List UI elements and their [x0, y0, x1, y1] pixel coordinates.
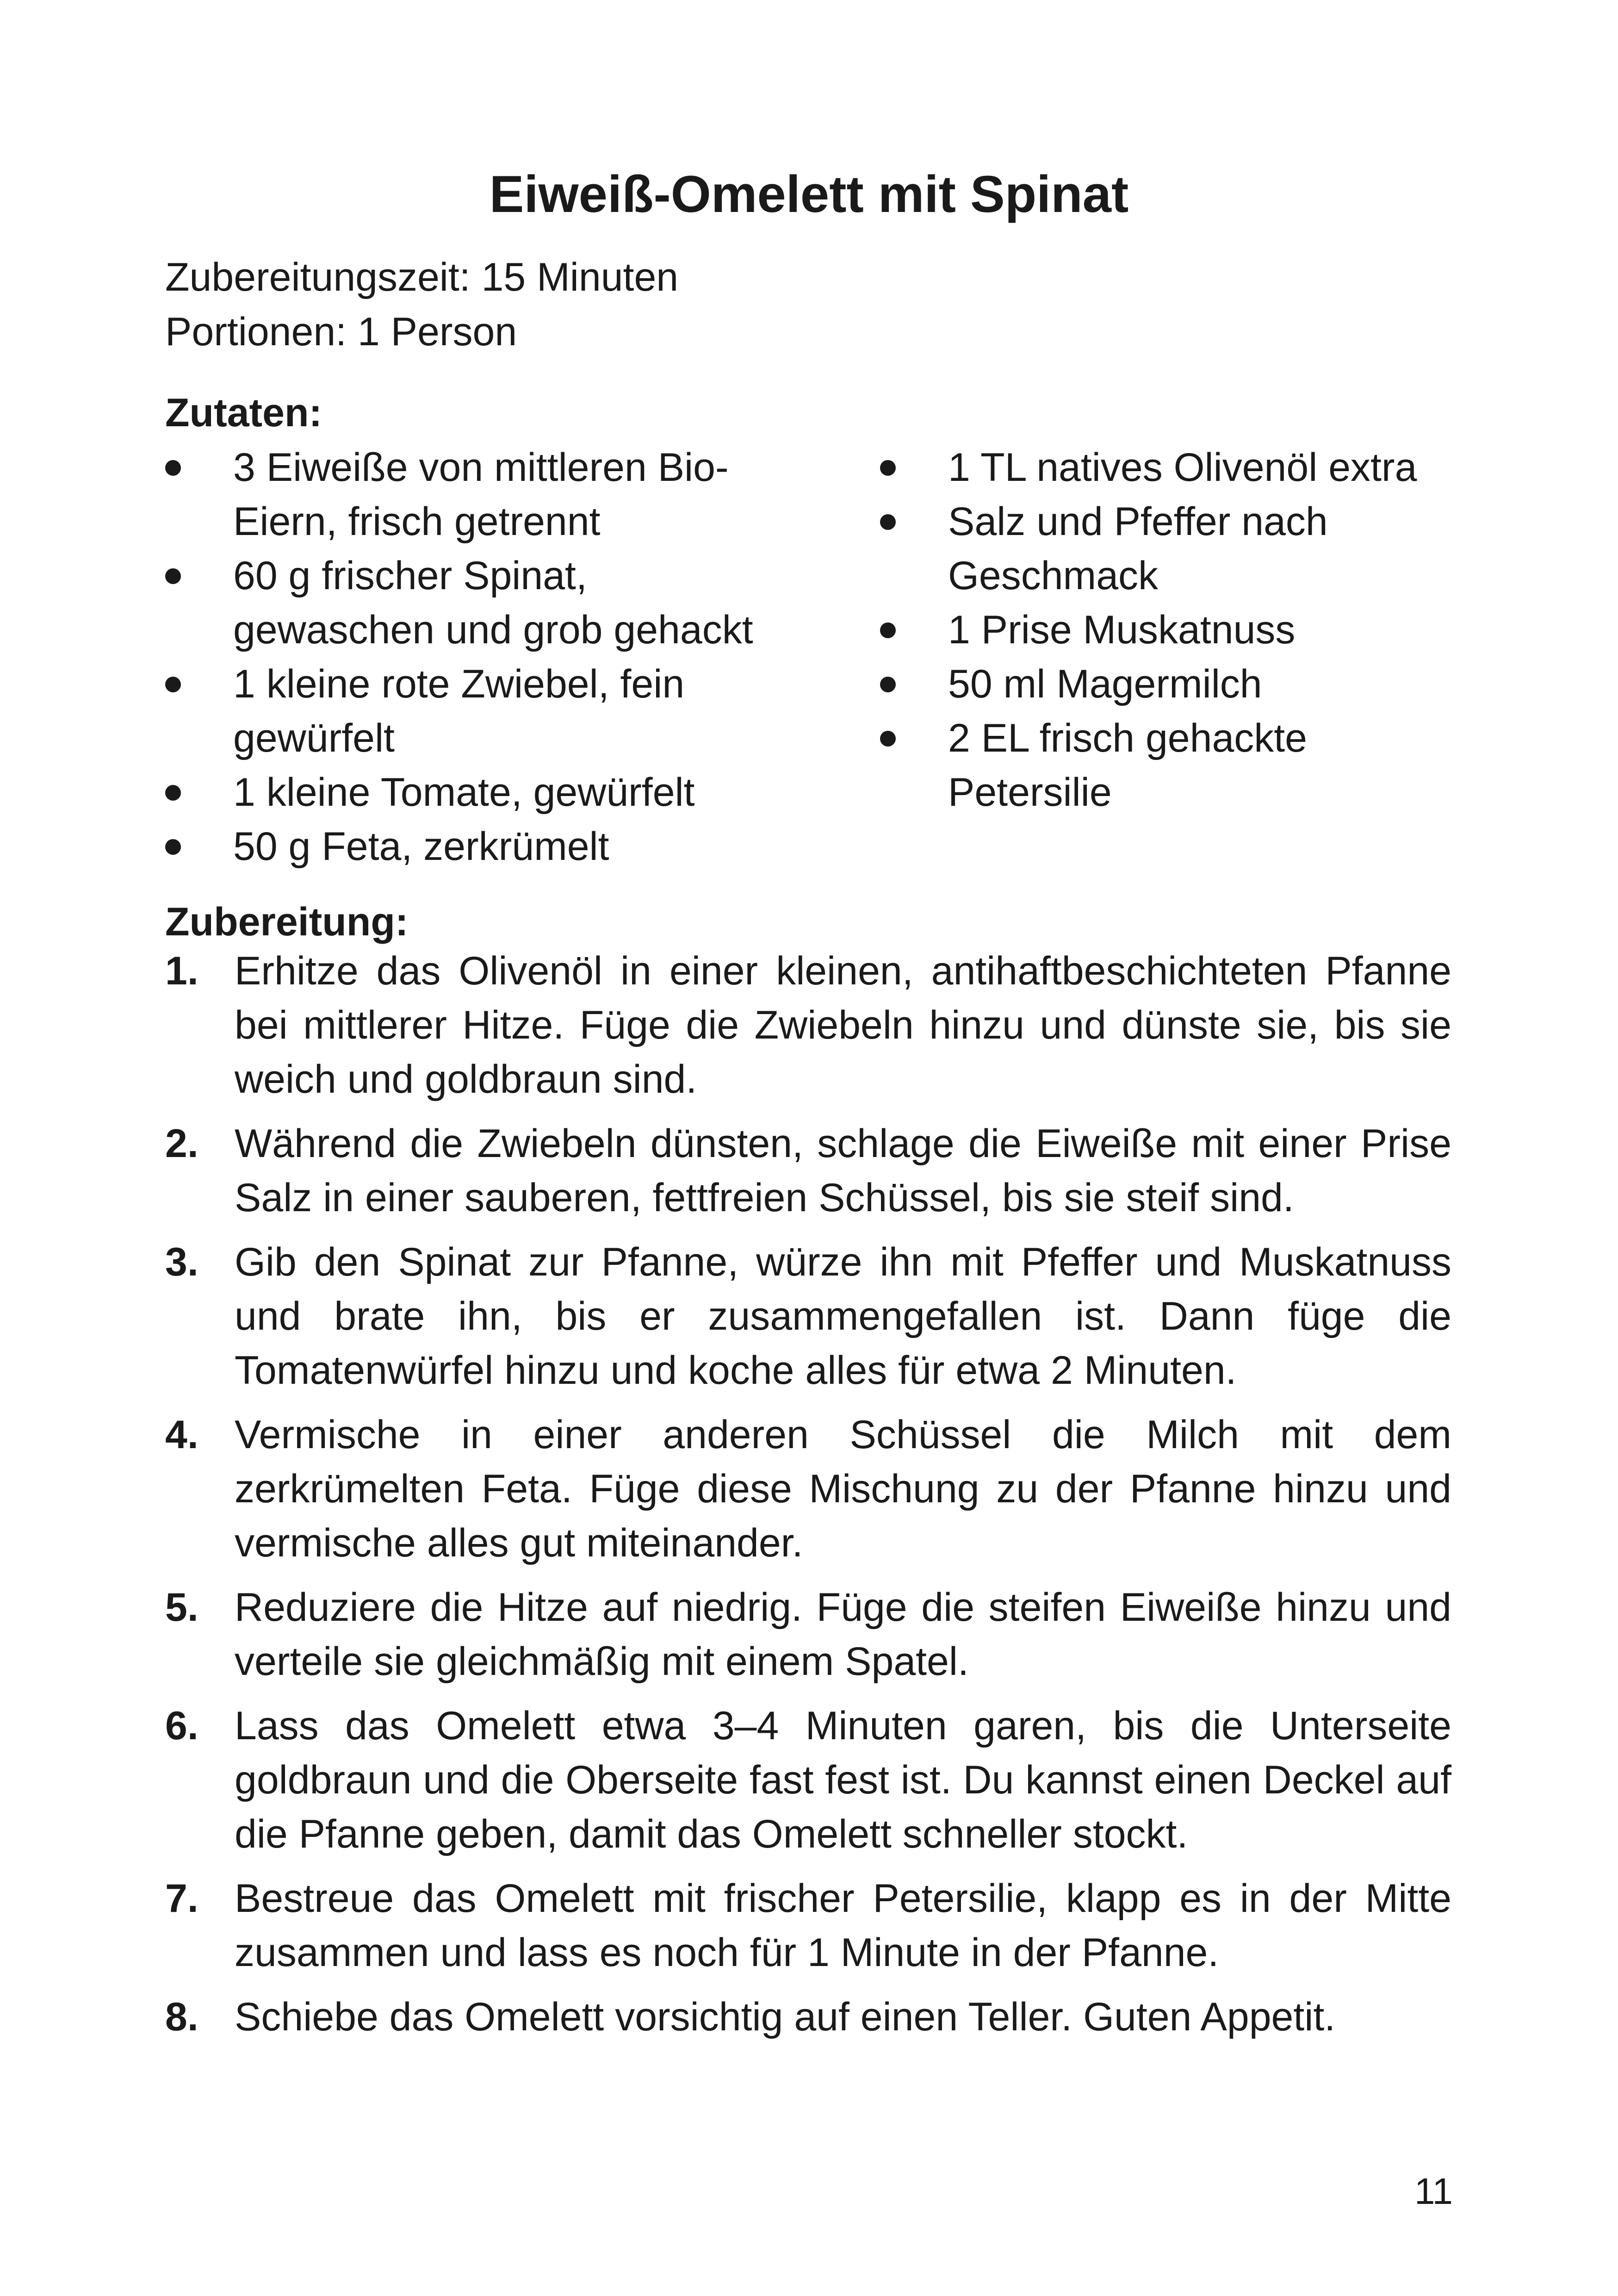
ingredients-column-right	[880, 441, 1482, 820]
bullet-icon	[165, 785, 181, 801]
recipe-meta	[165, 250, 678, 359]
ingredient-item: 1 kleine rote Zwiebel, fein gewürfelt	[165, 657, 767, 765]
step-item	[165, 1872, 1451, 1980]
step-number: 3.	[165, 1240, 198, 1284]
bullet-icon	[880, 622, 896, 638]
ingredient-item: 1 Prise Muskatnuss	[880, 603, 1482, 657]
ingredient-item: Salz und Pfeffer nach Geschmack	[880, 495, 1482, 603]
servings: Portionen: 1 Person	[165, 310, 517, 354]
step-item	[165, 1117, 1451, 1225]
step-text: Vermische in einer anderen Schüssel die Milch mit dem zerkrümelten Feta. Füge diese Mischung zu der Pfanne hinzu und vermische alles gut miteinander.	[235, 1412, 1451, 1565]
bullet-icon	[880, 514, 896, 530]
step-text: Reduziere die Hitze auf niedrig. Füge die steifen Eiweiße hinzu und verteile sie gleichmäßig mit einem Spatel.	[235, 1585, 1451, 1684]
preparation-steps	[165, 944, 1451, 2054]
step-item	[165, 1235, 1451, 1398]
ingredient-item: 50 ml Magermilch	[880, 657, 1482, 711]
ingredient-item: 1 TL natives Olivenöl extra	[880, 441, 1482, 495]
bullet-icon	[880, 677, 896, 692]
step-number: 7.	[165, 1876, 198, 1921]
step-text: Schiebe das Omelett vorsichtig auf einen Teller. Guten Appetit.	[235, 1995, 1336, 2039]
step-number: 1.	[165, 949, 198, 993]
recipe-title: Eiweiß-Omelett mit Spinat	[489, 165, 1129, 223]
step-item	[165, 1699, 1451, 1861]
step-number: 4.	[165, 1412, 198, 1457]
step-item	[165, 1990, 1451, 2044]
ingredients-column-left	[165, 441, 767, 874]
preparation-heading: Zubereitung:	[165, 900, 409, 944]
bullet-icon	[880, 460, 896, 476]
step-number: 6.	[165, 1704, 198, 1748]
step-number: 8.	[165, 1995, 198, 2039]
ingredient-item: 60 g frischer Spinat, gewaschen und grob gehackt	[165, 549, 767, 657]
step-text: Erhitze das Olivenöl in einer kleinen, antihaftbeschichteten Pfanne bei mittlerer Hitze. Füge die Zwiebeln hinzu und dünste sie, bis sie weich und goldbraun sind.	[235, 949, 1451, 1101]
step-text: Während die Zwiebeln dünsten, schlage die Eiweiße mit einer Prise Salz in einer sauberen, fettfreien Schüssel, bis sie steif sind.	[235, 1121, 1451, 1220]
bullet-icon	[880, 731, 896, 747]
bullet-icon	[165, 839, 181, 855]
step-item	[165, 1580, 1451, 1689]
bullet-icon	[165, 568, 181, 584]
page-number: 11	[1414, 2171, 1453, 2212]
ingredient-item: 1 kleine Tomate, gewürfelt	[165, 765, 767, 820]
ingredient-item: 50 g Feta, zerkrümelt	[165, 820, 767, 874]
ingredient-item: 2 EL frisch gehackte Petersilie	[880, 711, 1482, 820]
step-text: Bestreue das Omelett mit frischer Petersilie, klapp es in der Mitte zusammen und lass es noch für 1 Minute in der Pfanne.	[235, 1876, 1451, 1975]
step-text: Lass das Omelett etwa 3–4 Minuten garen, bis die Unterseite goldbraun und die Oberseite fast fest ist. Du kannst einen Deckel auf die Pfanne geben, damit das Omelett schneller stockt.	[235, 1704, 1451, 1856]
step-item	[165, 1408, 1451, 1570]
bullet-icon	[165, 677, 181, 692]
step-number: 5.	[165, 1585, 198, 1630]
ingredients-heading: Zutaten:	[165, 391, 322, 435]
step-number: 2.	[165, 1121, 198, 1166]
prep-time: Zubereitungszeit: 15 Minuten	[165, 255, 679, 299]
bullet-icon	[165, 460, 181, 476]
step-text: Gib den Spinat zur Pfanne, würze ihn mit Pfeffer und Muskatnuss und brate ihn, bis er zusammengefallen ist. Dann füge die Tomatenwürfel hinzu und koche alles für etwa 2 Minuten.	[235, 1240, 1451, 1393]
step-item	[165, 944, 1451, 1107]
ingredient-item: 3 Eiweiße von mittleren Bio-Eiern, frisch getrennt	[165, 441, 767, 549]
